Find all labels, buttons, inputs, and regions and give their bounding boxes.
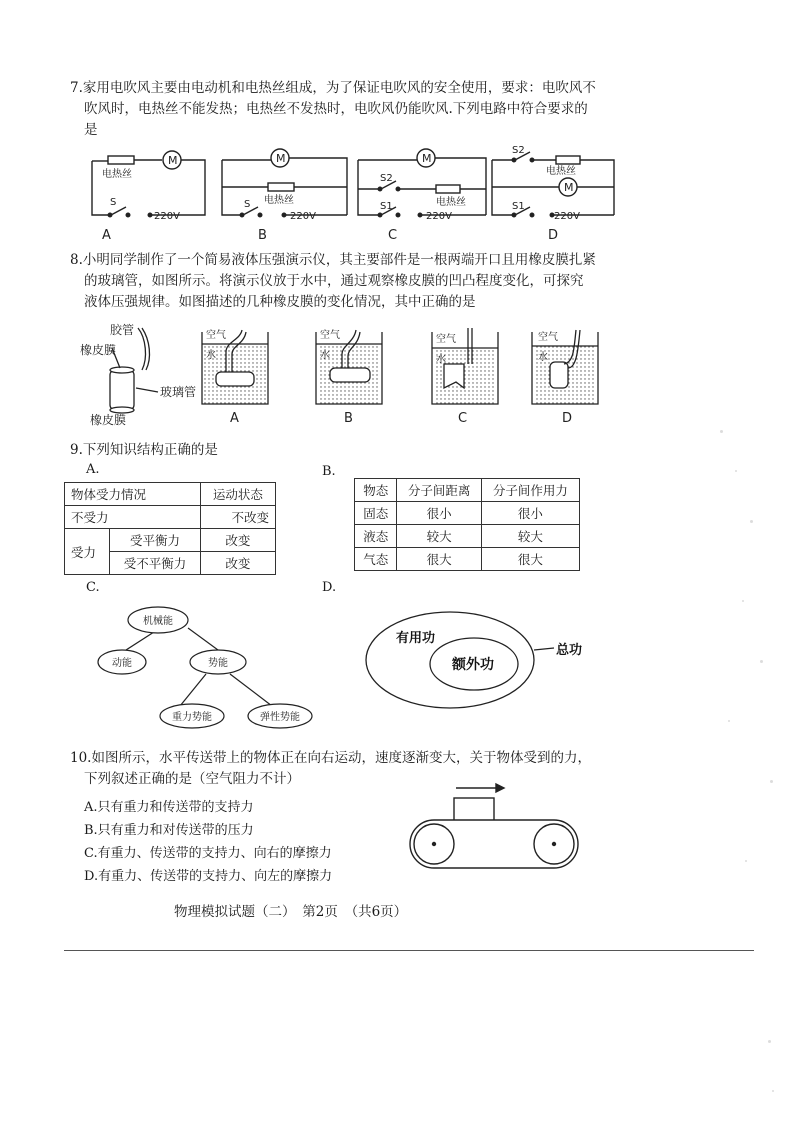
circuit-c-switch2-label: S2: [380, 173, 393, 184]
table-a-header-1: 物体受力情况: [65, 483, 201, 506]
q8-line-3: 液体压强规律。如图描述的几种橡皮膜的变化情况，其中正确的是: [84, 294, 476, 310]
q10-options: [84, 796, 332, 888]
q9-table-a: [64, 482, 276, 575]
table-b-cell: 很大: [397, 548, 481, 571]
q10-conveyor-diagram: [404, 780, 590, 876]
q8-glass-label: 玻璃管: [160, 385, 197, 399]
q7-line-2: 吹风时，电热丝不能发热；电热丝不发热时，电吹风仍能吹风.下列电路中符合要求的: [84, 101, 588, 117]
table-a-r1c1: 不受力: [65, 506, 201, 529]
table-a-force: 受力: [65, 529, 110, 575]
circuit-a-switch-label: S: [110, 197, 117, 208]
q8-tube-label: 胶管: [110, 323, 135, 337]
q8-c-water: 水: [436, 354, 446, 365]
footer-rule: [64, 950, 754, 951]
table-a-r3c2: 受不平衡力: [110, 552, 200, 575]
q8-option-a: A: [230, 411, 239, 426]
q8-a-air: 空气: [206, 330, 226, 341]
diagram-d-total: 总功: [556, 643, 583, 658]
table-a-r2c3: 改变: [200, 529, 275, 552]
table-b-header-2: 分子间作用力: [481, 479, 579, 502]
q9-label-c: C.: [86, 580, 100, 595]
table-b-cell: 较大: [481, 525, 579, 548]
circuit-c-motor-label: M: [422, 152, 432, 165]
tree-c-right-left: 重力势能: [172, 712, 212, 723]
circuit-a: [92, 151, 205, 217]
q8-beaker-a: [202, 330, 268, 404]
tree-c-left: 动能: [112, 658, 132, 669]
circuit-d-motor-label: M: [564, 181, 574, 194]
circuit-b-heater-label: 电热丝: [264, 195, 294, 206]
q9-diagram-d: [362, 606, 602, 728]
table-b-cell: 很大: [481, 548, 579, 571]
tree-c-right: 势能: [208, 658, 228, 669]
question-8: [70, 250, 710, 313]
tree-c-root: 机械能: [143, 616, 173, 627]
circuit-c-voltage-label: 220V: [426, 211, 452, 222]
table-b-header-1: 分子间距离: [397, 479, 481, 502]
table-b-cell: 固态: [355, 502, 397, 525]
q8-a-water: 水: [206, 350, 216, 361]
q8-d-water: 水: [538, 352, 548, 363]
table-b-cell: 较大: [397, 525, 481, 548]
q8-line-2: 的玻璃管，如图所示。将演示仪放于水中，通过观察橡皮膜的凹凸程度变化，可探究: [84, 273, 584, 289]
q7-option-b: B: [258, 228, 267, 243]
q9-label-d: D.: [322, 580, 337, 595]
page-footer: 物理模拟试题（二） 第2页 （共6页）: [174, 904, 408, 920]
circuit-c-switch1-label: S1: [380, 201, 393, 212]
q8-apparatus: [110, 328, 158, 413]
circuit-d-voltage-label: 220V: [554, 211, 580, 222]
q7-option-d: D: [548, 228, 559, 243]
q8-diagrams: [80, 318, 620, 430]
table-b-cell: 很小: [397, 502, 481, 525]
q9-stem: 9.下列知识结构正确的是: [70, 442, 218, 458]
diagram-d-outer: 有用功: [396, 631, 436, 646]
circuit-b-motor-label: M: [276, 152, 286, 165]
circuit-b-switch-label: S: [244, 199, 251, 210]
q7-line-3: 是: [84, 122, 98, 138]
left-pulley-axle: [432, 842, 436, 846]
q8-option-d: D: [562, 411, 573, 426]
q8-line-1: 8.小明同学制作了一个简易液体压强演示仪，其主要部件是一根两端开口且用橡皮膜扎紧: [70, 252, 596, 268]
circuit-a-heater-label: 电热丝: [102, 169, 132, 180]
q9-label-b: B.: [322, 464, 336, 479]
circuit-d-switch2-label: S2: [512, 145, 525, 156]
q10-line-1: 10.如图所示，水平传送带上的物体正在向右运动，速度逐渐变大，关于物体受到的力，: [70, 750, 591, 766]
q8-membrane-top-label: 橡皮膜: [80, 343, 117, 357]
table-a-r1c3: 不改变: [200, 506, 275, 529]
table-b-cell: 很小: [481, 502, 579, 525]
q8-membrane-bottom-label: 橡皮膜: [90, 413, 127, 427]
q8-option-c: C: [458, 411, 468, 426]
q9-table-b: [354, 478, 580, 571]
circuit-c-heater-label: 电热丝: [436, 197, 466, 208]
q10-option-d: D.有重力、传送带的支持力、向左的摩擦力: [84, 869, 333, 884]
circuit-d-switch1-label: S1: [512, 201, 525, 212]
circuit-d: [492, 152, 614, 217]
q10-option-c: C.有重力、传送带的支持力、向右的摩擦力: [84, 846, 332, 861]
q8-option-b: B: [344, 411, 353, 426]
right-pulley-axle: [552, 842, 556, 846]
q7-circuit-diagrams: [80, 143, 620, 245]
circuit-a-voltage-label: 220V: [154, 211, 180, 222]
q8-beaker-b: [316, 330, 382, 404]
table-a-header-2: 运动状态: [200, 483, 275, 506]
table-a-r2c2: 受平衡力: [110, 529, 200, 552]
circuit-b-voltage-label: 220V: [290, 211, 316, 222]
circuit-d-heater-label: 电热丝: [546, 166, 576, 177]
q8-b-water: 水: [320, 350, 330, 361]
q10-line-2: 下列叙述正确的是（空气阻力不计）: [84, 771, 300, 787]
q8-c-air: 空气: [436, 334, 456, 345]
q10-option-a: A.只有重力和传送带的支持力: [84, 800, 254, 815]
diagram-d-inner: 额外功: [452, 657, 494, 673]
q9-label-a: A.: [86, 462, 100, 477]
table-b-header-0: 物态: [355, 479, 397, 502]
circuit-a-motor-label: M: [168, 154, 178, 167]
table-a-r3c3: 改变: [200, 552, 275, 575]
q10-option-b: B.只有重力和对传送带的压力: [84, 823, 254, 838]
tree-c-right-right: 弹性势能: [260, 712, 300, 723]
q8-d-air: 空气: [538, 332, 558, 343]
q8-b-air: 空气: [320, 330, 340, 341]
q9-tree-c: [92, 598, 332, 736]
question-7: [70, 78, 710, 141]
q7-option-a: A: [102, 228, 111, 243]
table-b-cell: 液态: [355, 525, 397, 548]
table-b-cell: 气态: [355, 548, 397, 571]
q7-option-c: C: [388, 228, 398, 243]
q7-line-1: 7.家用电吹风主要由电动机和电热丝组成，为了保证电吹风的安全使用，要求：电吹风不: [70, 80, 596, 96]
question-10: [70, 748, 710, 790]
